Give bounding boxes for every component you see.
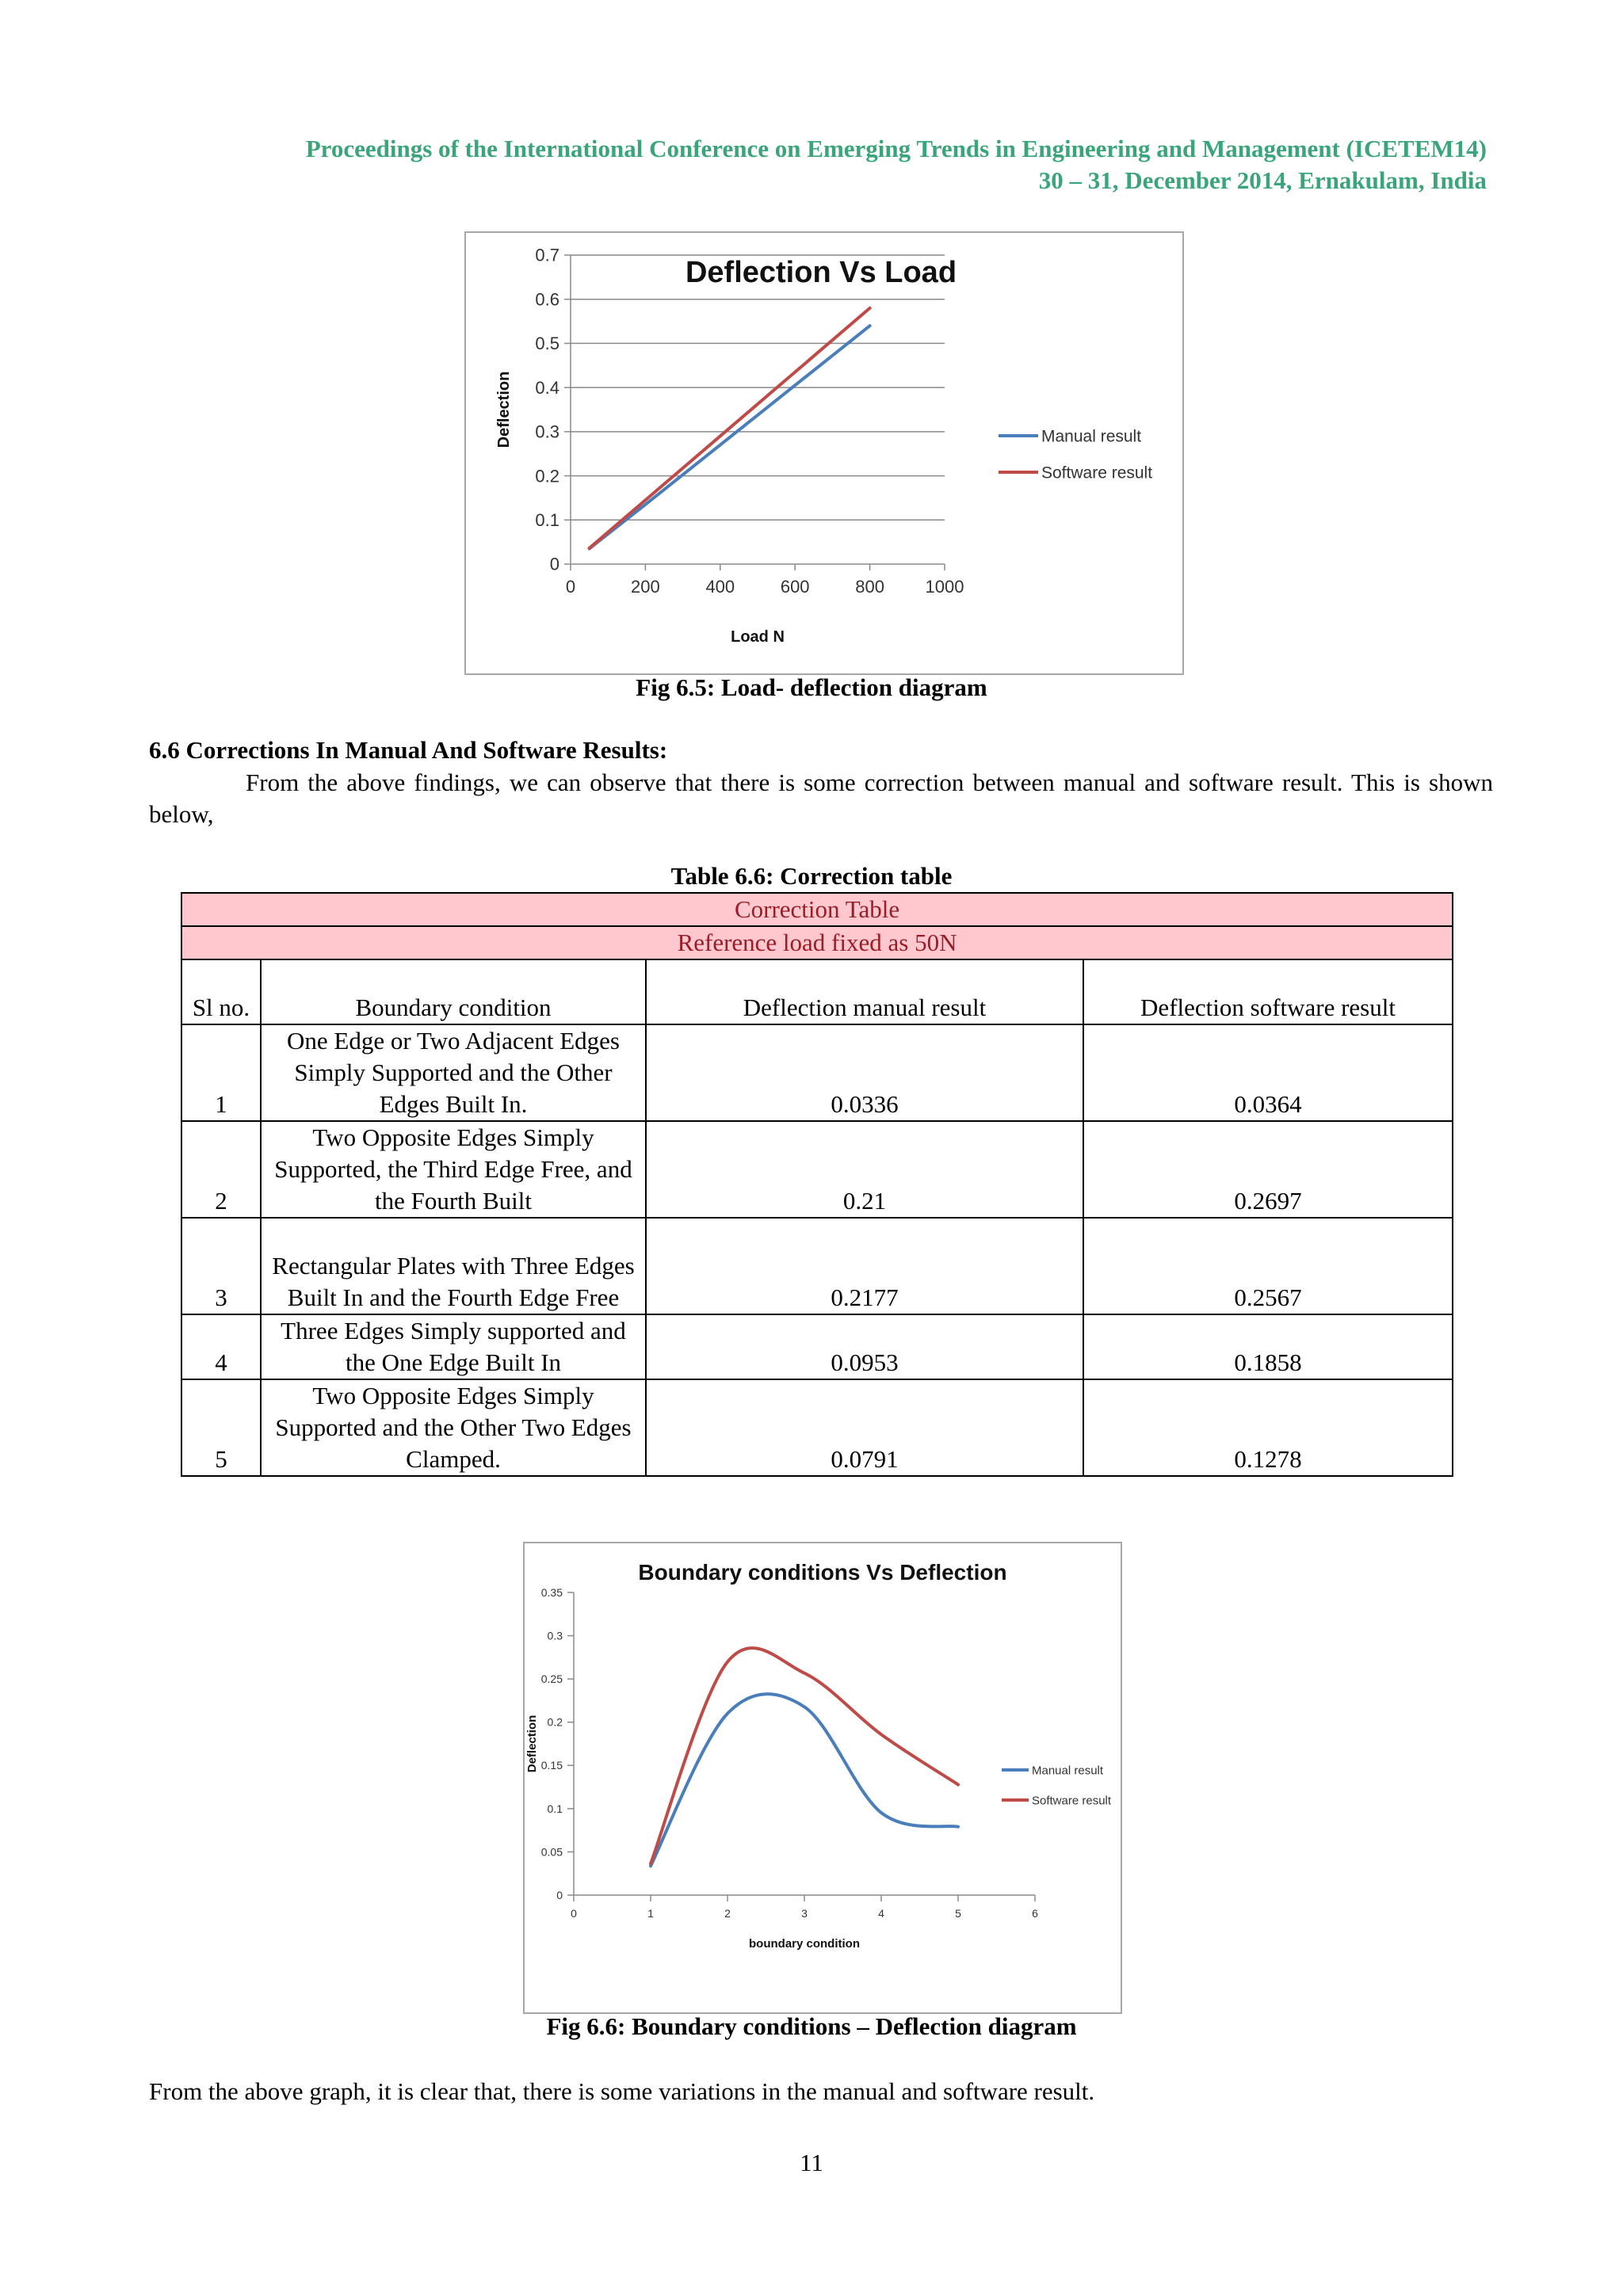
cell-sl: 1 <box>181 1024 261 1121</box>
cell-software: 0.0364 <box>1083 1024 1453 1121</box>
boundary-deflection-chart <box>523 1542 1122 2014</box>
conference-date: 30 – 31, December 2014, Ernakulam, India <box>1038 166 1487 194</box>
header-deflection-software: Deflection software result <box>1083 959 1453 1024</box>
y-tick-label: 0.4 <box>535 377 559 398</box>
cell-manual: 0.21 <box>646 1121 1083 1218</box>
series-line-manual <box>590 326 870 548</box>
table-subtitle: Reference load fixed as 50N <box>181 926 1453 959</box>
x-tick-label: 400 <box>705 577 735 597</box>
cell-software: 0.2697 <box>1083 1121 1453 1218</box>
cell-condition: Two Opposite Edges Simply Supported and the Other Two Edges Clamped. <box>261 1379 646 1476</box>
y-tick-label: 0.1 <box>535 509 559 530</box>
figure-6-5-caption: Fig 6.5: Load- deflection diagram <box>636 673 987 701</box>
y-axis-label: Deflection <box>495 371 513 448</box>
series-line-software <box>590 308 870 548</box>
x-tick-label: 3 <box>801 1907 808 1920</box>
x-tick-label: 1000 <box>925 577 964 597</box>
x-tick-label: 2 <box>724 1907 731 1920</box>
y-tick-label: 0.6 <box>535 289 559 310</box>
legend-label: Manual result <box>1032 1764 1104 1778</box>
legend-label: Software result <box>1032 1794 1112 1808</box>
y-tick-label: 0.25 <box>540 1672 563 1686</box>
section-heading: 6.6 Corrections In Manual And Software Results: <box>149 736 668 764</box>
cell-manual: 0.0336 <box>646 1024 1083 1121</box>
x-tick-label: 200 <box>631 577 660 597</box>
x-tick-label: 600 <box>780 577 810 597</box>
cell-sl: 3 <box>181 1218 261 1314</box>
x-tick-label: 5 <box>955 1907 961 1920</box>
x-tick-label: 0 <box>571 1907 577 1920</box>
y-axis-label: Deflection <box>525 1714 539 1773</box>
table-row <box>181 1218 1453 1314</box>
x-axis-label: Load N <box>731 628 785 646</box>
conference-header <box>151 133 1487 196</box>
x-tick-label: 1 <box>647 1907 654 1920</box>
cell-sl: 4 <box>181 1314 261 1379</box>
legend-label: Software result <box>1041 463 1153 482</box>
header-deflection-manual: Deflection manual result <box>646 959 1083 1024</box>
boundary-deflection-chart-svg <box>525 1543 1121 2012</box>
y-tick-label: 0.2 <box>535 466 559 486</box>
conference-title: Proceedings of the International Conference on Emerging Trends in Engineering and Management (ICETEM14) <box>305 135 1487 162</box>
section-paragraph-text: From the above findings, we can observe that there is some correction between manual and software result. This is shown below, <box>149 769 1493 828</box>
cell-manual: 0.0791 <box>646 1379 1083 1476</box>
table-row <box>181 1379 1453 1476</box>
load-deflection-chart <box>464 231 1184 675</box>
cell-software: 0.2567 <box>1083 1218 1453 1314</box>
cell-condition: Three Edges Simply supported and the One Edge Built In <box>261 1314 646 1379</box>
page-number: 11 <box>800 2149 823 2176</box>
header-sl-no: Sl no. <box>181 959 261 1024</box>
y-tick-label: 0.35 <box>540 1585 563 1599</box>
x-tick-label: 6 <box>1032 1907 1038 1920</box>
y-tick-label: 0 <box>549 554 559 574</box>
cell-software: 0.1278 <box>1083 1379 1453 1476</box>
section-paragraph <box>149 767 1493 830</box>
y-tick-label: 0.2 <box>547 1715 563 1729</box>
x-tick-label: 800 <box>855 577 884 597</box>
cell-manual: 0.2177 <box>646 1218 1083 1314</box>
y-tick-label: 0.05 <box>540 1845 563 1859</box>
y-tick-label: 0.5 <box>535 334 559 354</box>
y-tick-label: 0.15 <box>540 1759 563 1772</box>
table-row <box>181 1121 1453 1218</box>
cell-condition: Rectangular Plates with Three Edges Built In and the Fourth Edge Free <box>261 1218 646 1314</box>
table-title: Correction Table <box>181 893 1453 926</box>
cell-condition: Two Opposite Edges Simply Supported, the Third Edge Free, and the Fourth Built <box>261 1121 646 1218</box>
figure-6-6-caption: Fig 6.6: Boundary conditions – Deflection diagram <box>546 2012 1077 2040</box>
cell-manual: 0.0953 <box>646 1314 1083 1379</box>
legend-label: Manual result <box>1041 427 1142 446</box>
series-line-manual <box>651 1694 958 1866</box>
header-boundary-condition: Boundary condition <box>261 959 646 1024</box>
y-tick-label: 0.3 <box>535 421 559 442</box>
table-row <box>181 1024 1453 1121</box>
cell-sl: 2 <box>181 1121 261 1218</box>
table-caption: Table 6.6: Correction table <box>670 862 953 890</box>
cell-software: 0.1858 <box>1083 1314 1453 1379</box>
closing-paragraph: From the above graph, it is clear that, there is some variations in the manual and software result. <box>149 2077 1095 2105</box>
x-axis-label: boundary condition <box>749 1937 860 1951</box>
y-tick-label: 0 <box>556 1888 563 1901</box>
y-tick-label: 0.3 <box>547 1629 563 1642</box>
x-tick-label: 4 <box>878 1907 884 1920</box>
x-tick-label: 0 <box>565 577 576 597</box>
chart-title: Boundary conditions Vs Deflection <box>638 1560 1007 1585</box>
table-row <box>181 1314 1453 1379</box>
cell-sl: 5 <box>181 1379 261 1476</box>
y-tick-label: 0.1 <box>547 1802 563 1815</box>
load-deflection-chart-svg <box>466 233 1182 673</box>
series-line-software <box>651 1648 958 1863</box>
chart-title: Deflection Vs Load <box>685 256 957 289</box>
correction-table <box>181 892 1453 1477</box>
cell-condition: One Edge or Two Adjacent Edges Simply Supported and the Other Edges Built In. <box>261 1024 646 1121</box>
y-tick-label: 0.7 <box>535 245 559 265</box>
